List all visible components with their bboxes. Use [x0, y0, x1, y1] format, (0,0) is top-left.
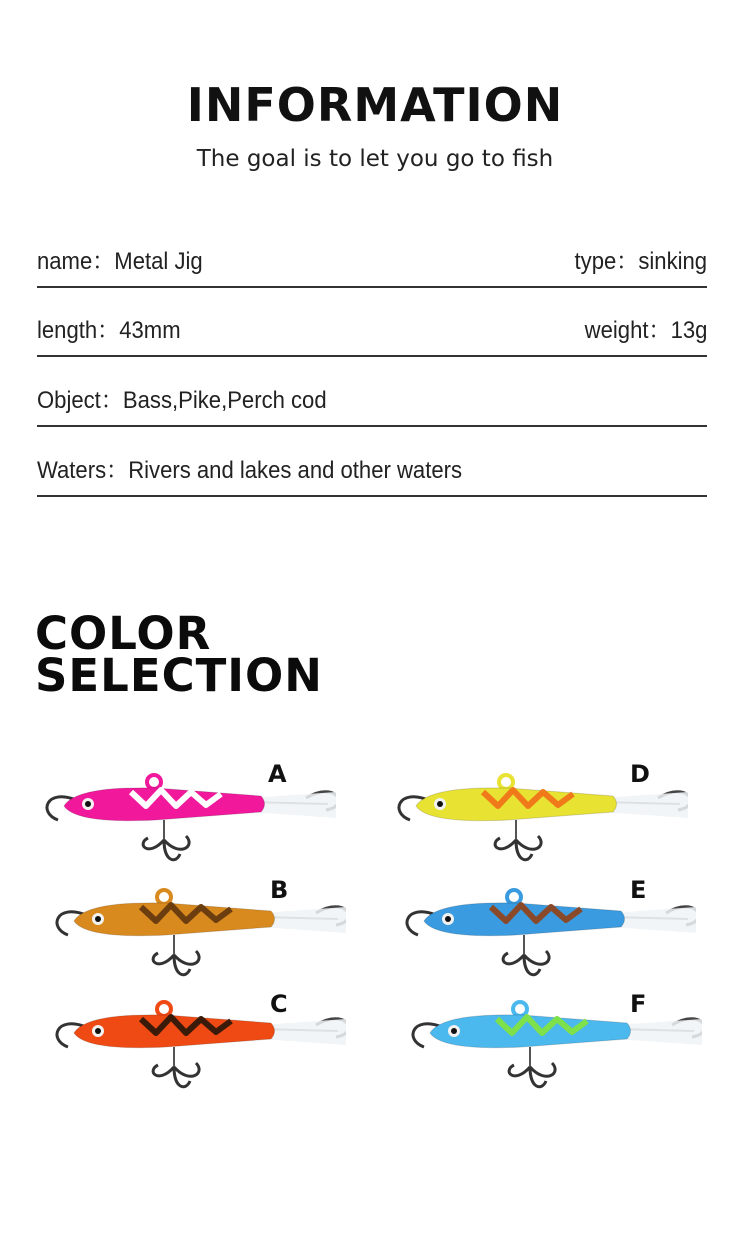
spec-waters: Waters：Rivers and lakes and other waters: [37, 457, 463, 484]
lure-b: [46, 873, 376, 993]
spec-weight: weight：13g: [584, 317, 707, 344]
color-label-a: A: [268, 760, 287, 788]
lure-illustration: [396, 873, 696, 993]
color-label-e: E: [630, 876, 647, 904]
spec-name: name：Metal Jig: [37, 248, 203, 275]
spec-row-length-weight: [37, 293, 707, 357]
lure-illustration: [46, 985, 346, 1105]
color-label-f: F: [630, 990, 647, 1018]
spec-row-object: [37, 363, 707, 427]
lure-a: [36, 758, 366, 878]
color-heading-line2: SELECTION: [35, 649, 323, 702]
page-title: INFORMATION: [186, 78, 564, 132]
lure-e: [396, 873, 726, 993]
color-label-d: D: [630, 760, 650, 788]
spec-type: type：sinking: [574, 248, 707, 275]
lure-illustration: [46, 873, 346, 993]
page-subtitle: The goal is to let you go to fish: [196, 146, 554, 172]
spec-length: length：43mm: [37, 317, 181, 344]
color-heading-line1: COLOR: [35, 607, 212, 660]
color-label-b: B: [270, 876, 289, 904]
spec-object: Object：Bass,Pike,Perch cod: [37, 387, 327, 414]
spec-row-waters: [37, 433, 707, 497]
color-label-c: C: [270, 990, 288, 1018]
lure-c: [46, 985, 376, 1105]
lure-f: [402, 985, 732, 1105]
lure-illustration: [36, 758, 336, 878]
lure-illustration: [402, 985, 702, 1105]
spec-row-name-type: [37, 224, 707, 288]
lure-d: [388, 758, 718, 878]
